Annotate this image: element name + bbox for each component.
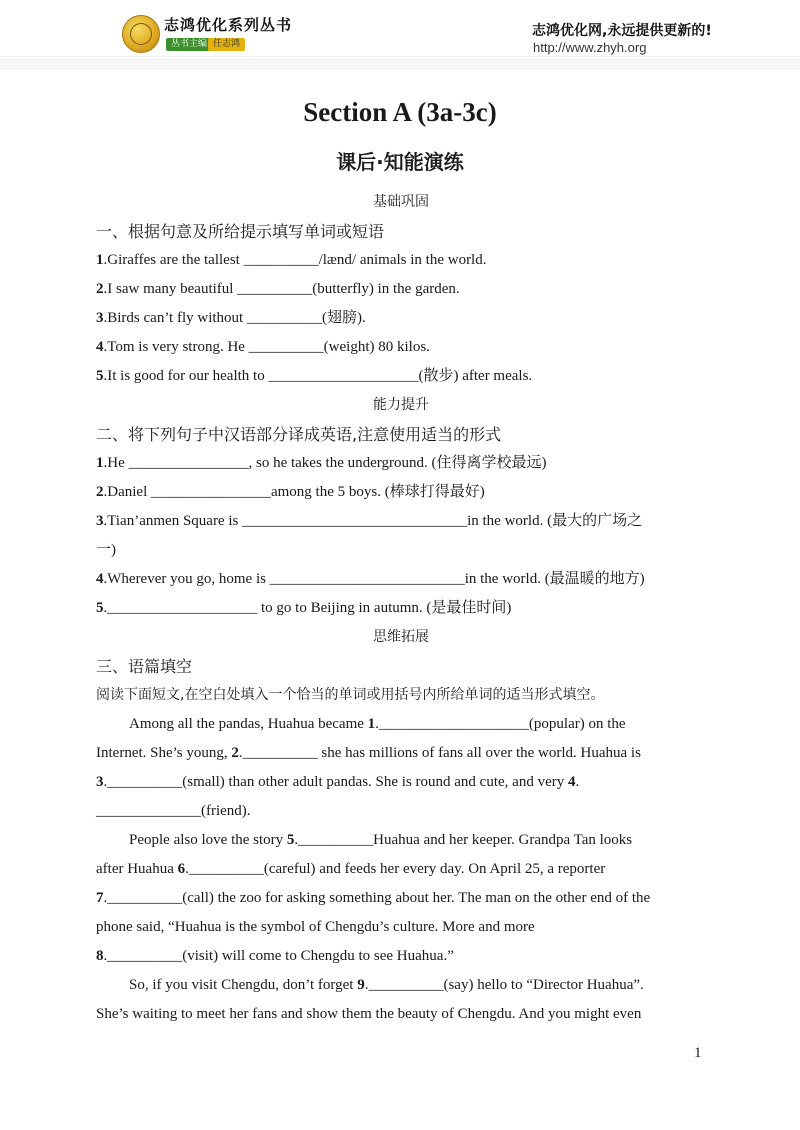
header-slogan: 志鸿优化网,永远提供更新的! <box>532 23 712 39</box>
exercise-item <box>96 565 706 594</box>
part2-list <box>96 449 706 623</box>
item-text: .Wherever you go, home is __________________________in the world. (最温暖的地方) <box>103 571 645 587</box>
passage-text: .__________(small) than other adult pandas. She is round and cute, and very <box>103 774 568 790</box>
passage-line <box>96 1000 706 1029</box>
blank-number: 2 <box>231 745 239 761</box>
section-label-improve: 能力提升 <box>373 397 429 413</box>
exercise-item <box>96 275 706 304</box>
exercise-item <box>96 507 706 536</box>
passage-text: .__________(say) hello to “Director Huahua”. <box>364 977 644 993</box>
passage-text: .__________(call) the zoo for asking something about her. The man on the other end of the <box>103 890 651 906</box>
page-subtitle: 课后·知能演练 <box>336 150 464 174</box>
passage-line <box>96 855 706 884</box>
header-url[interactable]: http://www.zhyh.org <box>533 40 647 55</box>
item-number: 5 <box>96 600 104 616</box>
item-number: 1 <box>96 455 104 471</box>
exercise-item <box>96 246 706 275</box>
passage-line <box>96 739 706 768</box>
passage-line <box>96 942 706 971</box>
page-title: Section A (3a-3c) <box>303 97 497 127</box>
exercise-item <box>96 449 706 478</box>
header-divider <box>0 56 800 70</box>
item-text: .Giraffes are the tallest __________/lænd/ animals in the world. <box>103 252 487 268</box>
item-text: .____________________ to go to Beijing in autumn. (是最佳时间) <box>103 600 512 616</box>
passage-text: Among all the pandas, Huahua became <box>129 716 368 732</box>
exercise-item <box>96 536 706 565</box>
passage-text: People also love the story <box>129 832 287 848</box>
passage-text: Internet. She’s young, <box>96 745 232 761</box>
item-number: 3 <box>96 310 104 326</box>
item-number: 4 <box>96 339 104 355</box>
blank-number: 8 <box>96 948 104 964</box>
blank-number: 5 <box>286 832 295 848</box>
item-text: .Daniel ________________among the 5 boys. (棒球打得最好) <box>103 484 485 500</box>
blank-number: 9 <box>357 977 365 993</box>
blank-number: 1 <box>367 716 376 732</box>
editor-badge: 丛书主编 <box>166 38 212 51</box>
page-header <box>0 0 800 72</box>
passage-line <box>96 710 706 739</box>
passage-text: .__________(careful) and feeds her every day. On April 25, a reporter <box>185 861 606 877</box>
passage-text: .____________________(popular) on the <box>375 716 626 732</box>
passage-text: She’s waiting to meet her fans and show them the beauty of Chengdu. And you might even <box>96 1006 642 1022</box>
exercise-item <box>96 478 706 507</box>
passage-line <box>96 971 706 1000</box>
item-number: 4 <box>96 571 104 587</box>
item-number: 1 <box>96 252 104 268</box>
editor-name-badge: 任志鸿 <box>208 38 245 51</box>
part1-heading: 一、根据句意及所给提示填写单词或短语 <box>96 222 385 241</box>
series-title: 志鸿优化系列丛书 <box>164 16 293 34</box>
passage-line <box>96 797 706 826</box>
item-text: .It is good for our health to ____________________(散步) after meals. <box>103 368 533 384</box>
passage-text: .__________(visit) will come to Chengdu to see Huahua.” <box>103 948 454 964</box>
blank-number: 7 <box>96 890 104 906</box>
item-number: 2 <box>96 281 104 297</box>
item-text: 一) <box>96 542 116 558</box>
item-text: .Tian’anmen Square is ______________________________in the world. (最大的广场之 <box>103 513 643 529</box>
exercise-item <box>96 333 706 362</box>
worksheet-content <box>96 188 706 1029</box>
item-number: 5 <box>96 368 104 384</box>
item-text: .Tom is very strong. He __________(weight) 80 kilos. <box>103 339 430 355</box>
passage-line <box>96 884 706 913</box>
blank-number: 3 <box>96 774 104 790</box>
exercise-item <box>96 362 706 391</box>
part3-heading: 三、语篇填空 <box>96 657 193 676</box>
passage-text: after Huahua <box>96 861 178 877</box>
passage-line <box>96 826 706 855</box>
exercise-item <box>96 594 706 623</box>
section-label-basic: 基础巩固 <box>373 194 429 210</box>
passage-text: . <box>575 774 580 790</box>
blank-number: 6 <box>177 861 186 877</box>
passage-text: So, if you visit Chengdu, don’t forget <box>129 977 358 993</box>
passage-text: ______________(friend). <box>96 803 251 819</box>
blank-number: 4 <box>567 774 576 790</box>
passage-text: .__________ she has millions of fans all over the world. Huahua is <box>238 745 641 761</box>
item-text: .Birds can’t fly without __________(翅膀). <box>103 310 366 326</box>
publisher-logo-icon <box>122 15 160 53</box>
passage-text: .__________Huahua and her keeper. Grandpa Tan looks <box>294 832 633 848</box>
exercise-item <box>96 304 706 333</box>
part2-heading: 二、将下列句子中汉语部分译成英语,注意使用适当的形式 <box>96 425 502 444</box>
part3-instruction: 阅读下面短文,在空白处填入一个恰当的单词或用括号内所给单词的适当形式填空。 <box>96 687 605 703</box>
passage <box>96 710 706 1029</box>
page-number: 1 <box>694 1045 702 1061</box>
passage-line <box>96 768 706 797</box>
passage-text: phone said, “Huahua is the symbol of Chengdu’s culture. More and more <box>96 919 535 935</box>
passage-line <box>96 913 706 942</box>
item-number: 2 <box>96 484 104 500</box>
item-text: .He ________________, so he takes the underground. (住得离学校最远) <box>103 455 547 471</box>
part1-list <box>96 246 706 391</box>
item-number: 3 <box>96 513 104 529</box>
section-label-extend: 思维拓展 <box>373 629 429 645</box>
item-text: .I saw many beautiful __________(butterfly) in the garden. <box>103 281 460 297</box>
